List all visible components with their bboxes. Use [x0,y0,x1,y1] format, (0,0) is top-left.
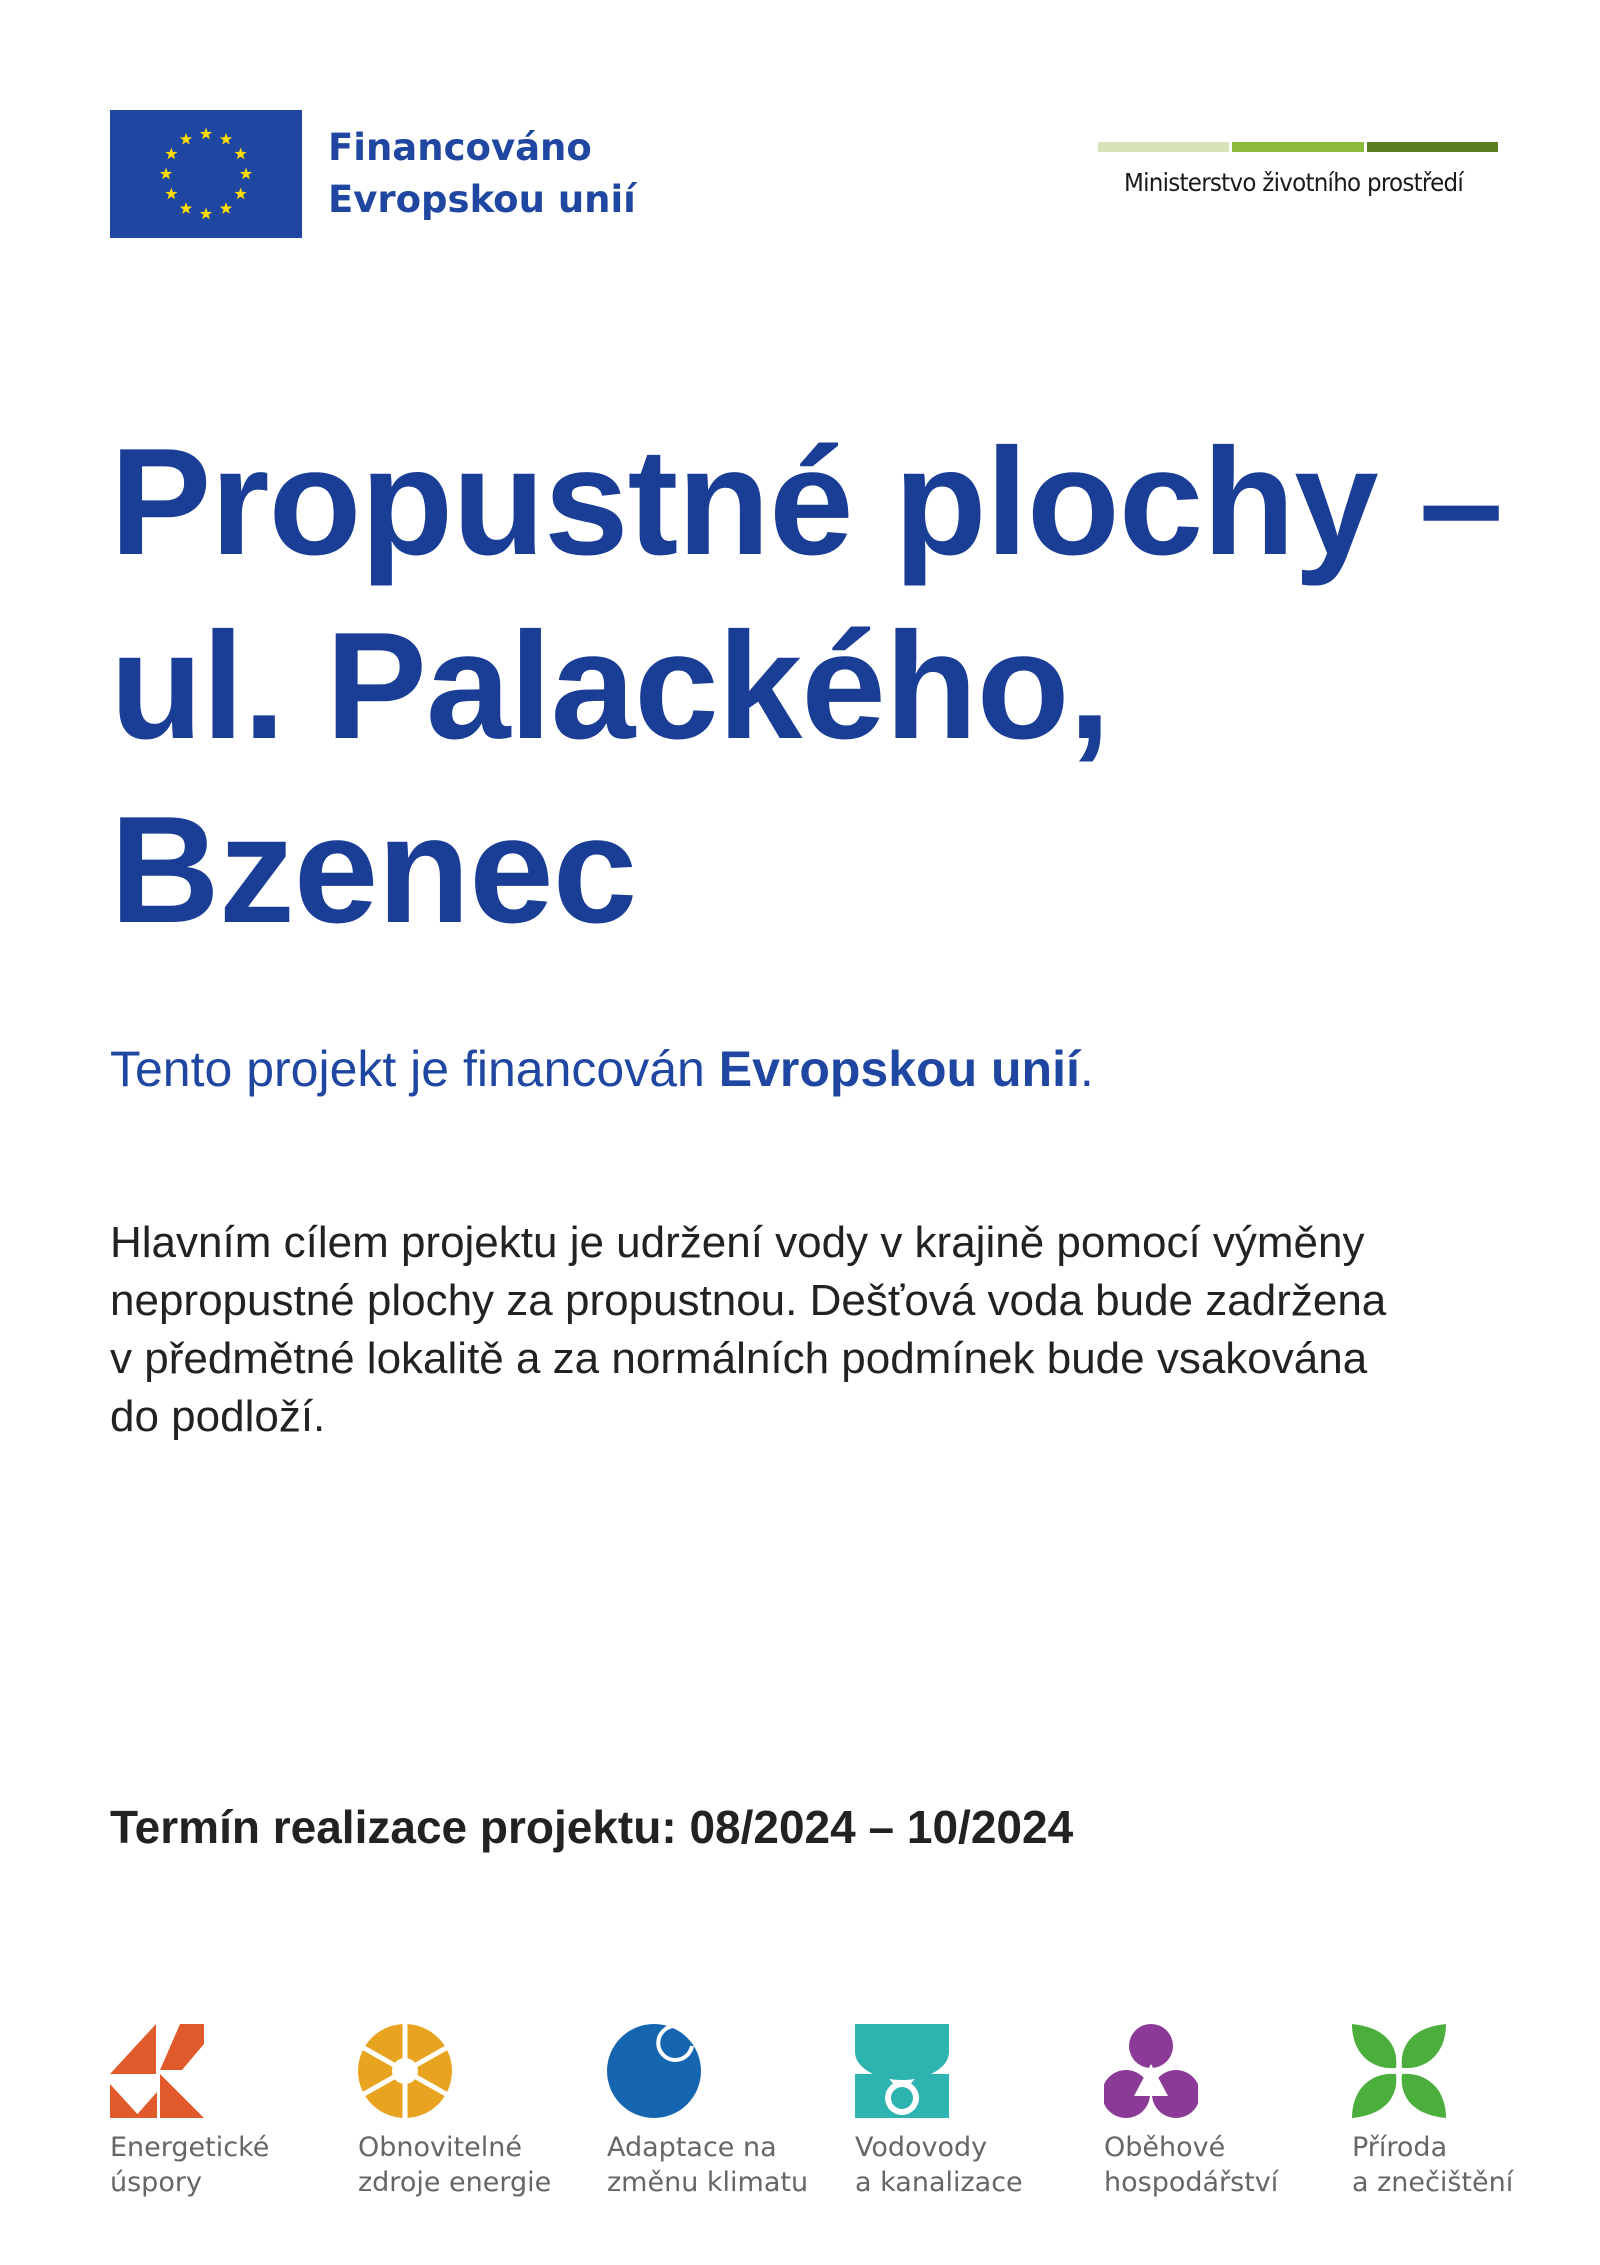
energy-savings-shapes [110,2024,204,2118]
category-climate-adaptation-label-line1: Adaptace na [607,2132,777,2163]
eu-logo-line2: Evropskou unií [328,178,636,221]
project-description [110,1214,1530,1446]
category-renewable-energy-label-line1: Obnovitelné [358,2132,522,2163]
renewable-center [392,2058,418,2084]
category-renewable-energy-label [358,2130,578,2200]
category-energy-savings-label-line2: úspory [110,2167,202,2198]
category-circular-economy-label-line2: hospodářství [1104,2167,1279,2198]
circular-economy-icon [1104,2024,1198,2118]
eu-funding-logo [110,110,636,238]
project-title-line1: Propustné plochy – [110,417,1503,587]
climate-circle [607,2024,701,2118]
description-line4: do podloží. [110,1392,326,1441]
category-energy-savings [110,2024,330,2200]
category-energy-savings-label-line1: Energetické [110,2132,270,2163]
category-renewable-energy-label-line2: zdroje energie [358,2167,552,2198]
category-circular-economy [1104,2024,1324,2200]
category-water-sewerage-label-line2: a kanalizace [855,2167,1023,2198]
nature-leaf-bottom-right [1402,2074,1446,2118]
category-nature-pollution [1352,2024,1572,2200]
ministry-bar-1 [1098,142,1229,152]
circular-top-circle [1129,2024,1173,2068]
category-climate-adaptation [607,2024,827,2200]
funding-bold: Evropskou unií [718,1041,1080,1097]
water-top-shape [855,2024,949,2080]
nature-pollution-icon [1352,2024,1446,2118]
description-line2: nepropustné plochy za propustnou. Dešťová voda bude zadržena [110,1276,1387,1325]
energy-shape-2 [110,2024,156,2074]
category-nature-pollution-label [1352,2130,1572,2200]
category-water-sewerage-label-line1: Vodovody [855,2132,988,2163]
category-circular-economy-label-line1: Oběhové [1104,2132,1226,2163]
category-climate-adaptation-label [607,2130,827,2200]
ministry-logo [1098,142,1498,197]
ministry-color-bars [1098,142,1498,152]
category-energy-savings-label [110,2130,330,2200]
climate-adaptation-icon [607,2024,701,2118]
description-line1: Hlavním cílem projektu je udržení vody v krajině pomocí výměny [110,1218,1365,1267]
energy-shape-4 [160,2074,204,2118]
water-drop-inner [891,2087,913,2109]
category-water-sewerage [855,2024,1075,2200]
description-line3: v předmětné lokalitě a za normálních podmínek bude vsakována [110,1334,1368,1383]
ministry-name: Ministerstvo životního prostředí [1124,168,1464,197]
eu-logo-line1: Financováno [328,126,592,169]
nature-leaf-top-right [1402,2024,1446,2068]
project-term: Termín realizace projektu: 08/2024 – 10/2024 [110,1801,1074,1853]
category-nature-pollution-label-line1: Příroda [1352,2132,1448,2163]
eu-logo-text [328,122,636,226]
category-water-sewerage-label [855,2130,1075,2200]
category-renewable-energy [358,2024,578,2200]
project-title [110,410,1502,962]
project-title-line3: Bzenec [110,785,637,955]
energy-shape-3 [134,2092,157,2118]
energy-savings-icon [110,2024,204,2118]
category-nature-pollution-label-line2: a znečištění [1352,2167,1514,2198]
water-sewerage-icon [855,2024,949,2118]
eu-flag-icon [110,110,302,238]
renewable-energy-icon [358,2024,452,2118]
nature-leaf-bottom-left [1352,2074,1396,2118]
ministry-bar-2 [1232,142,1363,152]
ministry-bar-3 [1367,142,1498,152]
category-climate-adaptation-label-line2: změnu klimatu [607,2167,809,2198]
funding-statement [110,1040,1094,1098]
project-title-line2: ul. Palackého, [110,601,1110,771]
category-circular-economy-label [1104,2130,1324,2200]
funding-suffix: . [1079,1041,1094,1097]
funding-prefix: Tento projekt je financován [110,1041,719,1097]
nature-leaf-top-left [1352,2024,1396,2068]
energy-shape-1 [110,2084,141,2118]
